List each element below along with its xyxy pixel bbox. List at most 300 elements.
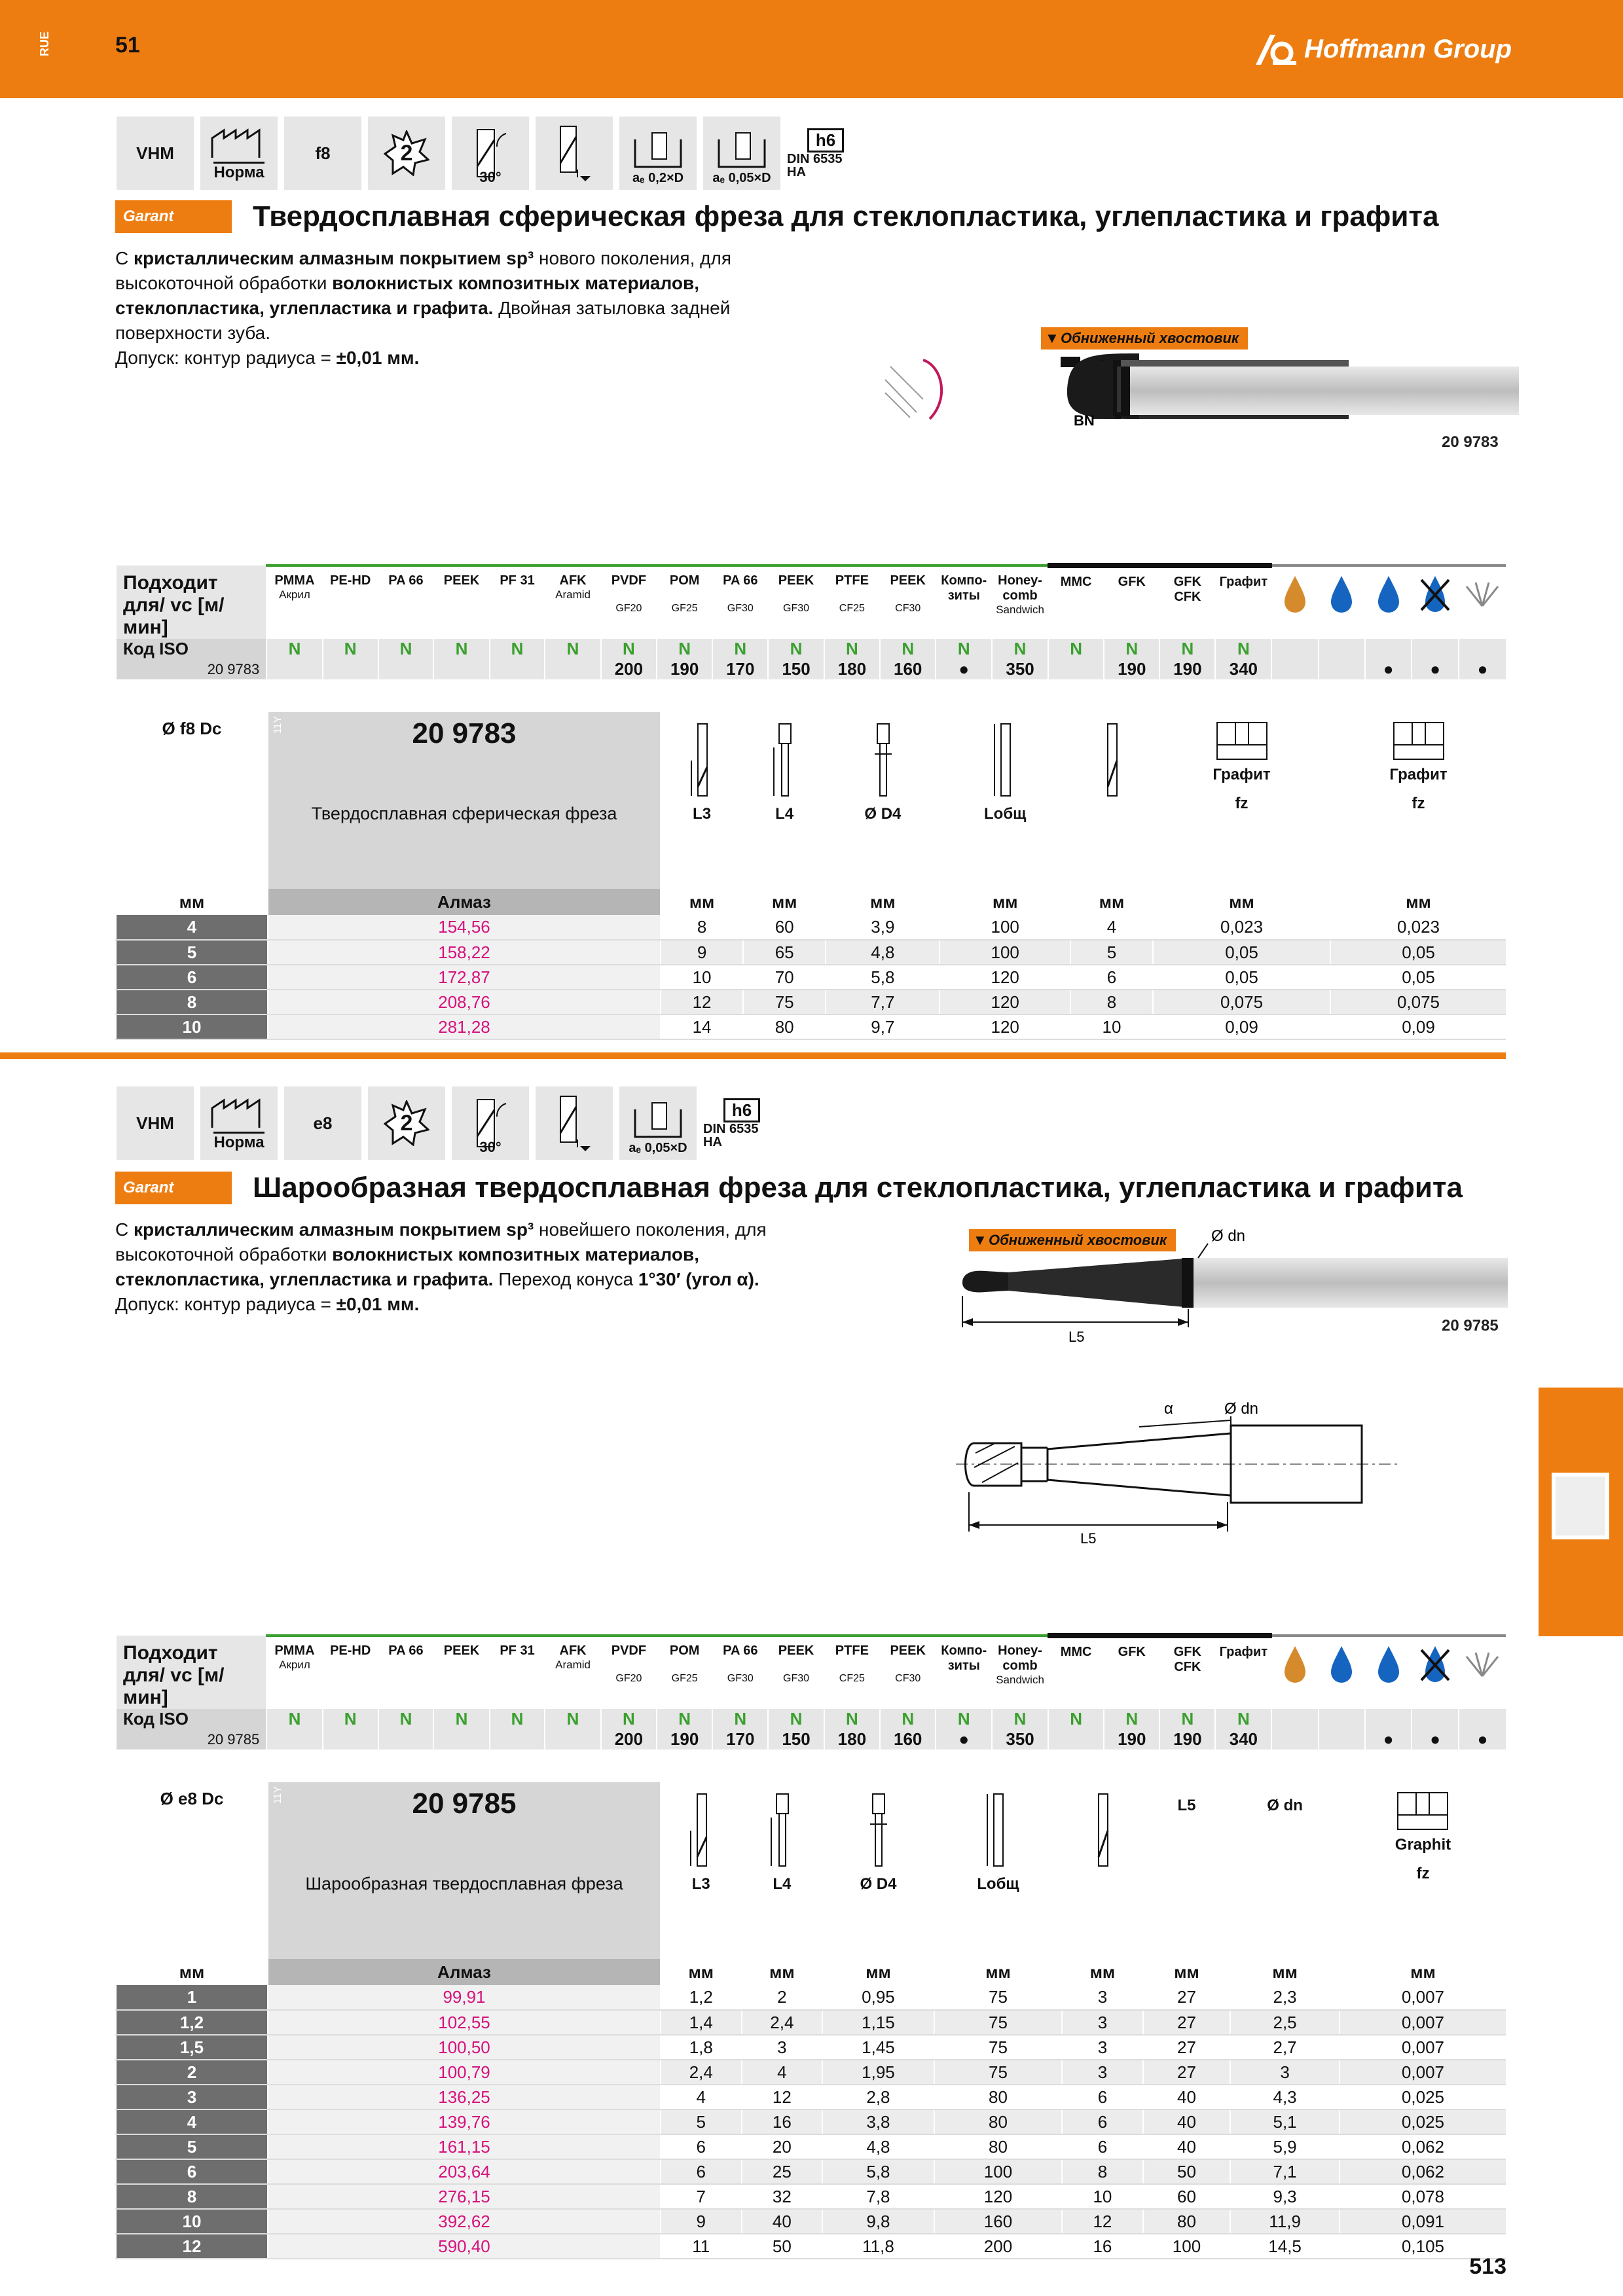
shank-std: DIN 6535 HA [703, 1121, 759, 1149]
param-value: 3 [1062, 2010, 1143, 2035]
param-value: 0,007 [1340, 2060, 1506, 2085]
param-label: L4 [775, 805, 794, 823]
material-col [1104, 565, 1159, 639]
unit: мм [661, 1959, 742, 1985]
table-row[interactable] [116, 965, 1506, 990]
param-value: 5,8 [826, 965, 939, 990]
tolerance-label: Допуск: контур радиуса = [115, 1294, 337, 1314]
diameter-header: Ø f8 Dc [116, 712, 268, 889]
unit: мм [1143, 1959, 1231, 1985]
brand-name: Hoffmann Group [1304, 34, 1512, 63]
pictogram-text [284, 1086, 361, 1160]
table-row[interactable] [116, 2234, 1506, 2259]
material-name: Honey- comb [998, 573, 1042, 603]
param-symbol [1063, 1782, 1142, 1875]
diameter-value: 3 [116, 2085, 268, 2109]
pictogram-helix-icon [452, 1086, 529, 1160]
section1-title: Твердосплавная сферическая фреза для стеклопластика, углепластика и графита [253, 200, 1439, 232]
cutting-speed [323, 1729, 378, 1749]
param-value: 11,9 [1230, 2209, 1340, 2234]
price-value[interactable]: 208,76 [268, 990, 661, 1014]
pictogram-label: e8 [313, 1113, 333, 1133]
iso-code: N [545, 1709, 600, 1729]
material-name: PA 66 [388, 573, 424, 588]
param-value: 1,15 [822, 2010, 934, 2035]
bn-label: BN [1074, 412, 1095, 429]
material-col [712, 1636, 768, 1709]
material-name: PE-HD [330, 1643, 371, 1658]
material-col [768, 565, 824, 639]
material-col [1048, 565, 1104, 639]
material-col [880, 565, 936, 639]
param-value: 0,078 [1340, 2184, 1506, 2209]
pictogram-shank-icon [703, 1086, 780, 1160]
diameter-value: 1,5 [116, 2035, 268, 2060]
section2-description [115, 1217, 783, 1317]
param-column-header [1070, 712, 1153, 889]
diameter-value: 5 [116, 2134, 268, 2159]
table-header-row [116, 1782, 1506, 1959]
param-value: 2,7 [1230, 2035, 1340, 2060]
param-value: 0,05 [1153, 940, 1330, 965]
price-value[interactable]: 102,55 [268, 2010, 661, 2035]
param-value: 65 [743, 940, 826, 965]
material-sub: GF30 [727, 603, 754, 614]
unit: мм [116, 1959, 268, 1985]
cutting-speed [545, 659, 600, 679]
material-name: POM [669, 1643, 700, 1658]
param-value: 27 [1143, 2035, 1231, 2060]
article-ref: 20 9783 [116, 659, 266, 679]
iso-code: N [936, 639, 992, 659]
material-name: PVDF [611, 573, 647, 588]
shank-tol: h6 [723, 1098, 760, 1122]
param-value: 8 [1062, 2159, 1143, 2184]
param-value: 10 [1062, 2184, 1143, 2209]
coolant-mark [1271, 659, 1318, 679]
param-value: 27 [1143, 2010, 1231, 2035]
param-value: 80 [934, 2134, 1062, 2159]
unit: мм [826, 889, 939, 915]
param-value: 4,8 [826, 940, 939, 965]
desc-text: новейшего поколения, для высокоточной обработки [115, 1219, 767, 1265]
param-value: 5 [661, 2109, 742, 2134]
param-value: 0,105 [1340, 2234, 1506, 2259]
profile-icon [712, 130, 771, 176]
param-value: 0,025 [1340, 2085, 1506, 2109]
diameter-value: 6 [116, 2159, 268, 2184]
param-value: 4,8 [822, 2134, 934, 2159]
unit: мм [742, 1959, 823, 1985]
material-sub: Sandwich [996, 1674, 1044, 1686]
material-name: GFK CFK [1173, 575, 1201, 604]
price-value[interactable]: 100,50 [268, 2035, 661, 2060]
norm-icon [210, 125, 268, 162]
param-value: 1,45 [822, 2035, 934, 2060]
article-header [268, 712, 661, 889]
param-value: 2,3 [1230, 1985, 1340, 2010]
iso-code: N [824, 1709, 880, 1729]
param-value: 40 [742, 2209, 823, 2234]
unit: мм [743, 889, 826, 915]
unit: мм [822, 1959, 934, 1985]
param-value: 3 [1062, 2060, 1143, 2085]
diameter-value: 8 [116, 2184, 268, 2209]
no-coolant-icon [1412, 565, 1459, 639]
param-label: Graphit [1395, 1836, 1451, 1854]
param-value: 12 [661, 990, 743, 1014]
material-col [880, 1636, 936, 1709]
param-value: 120 [939, 990, 1070, 1014]
param-value: 32 [742, 2184, 823, 2209]
iso-code: N [266, 1709, 323, 1729]
section2-pictograms [117, 1086, 780, 1160]
param-column-header [1153, 712, 1330, 889]
alpha-label: α [1164, 1400, 1173, 1418]
param-value: 14 [661, 1014, 743, 1039]
pictogram-label: VHM [136, 1113, 174, 1133]
unit: мм [1230, 1959, 1340, 1985]
param-value: 75 [934, 2010, 1062, 2035]
price-value[interactable]: 100,79 [268, 2060, 661, 2085]
unit: мм [1330, 889, 1506, 915]
param-value: 4 [661, 2085, 742, 2109]
price-value[interactable]: 276,15 [268, 2184, 661, 2209]
reduced-shank-label [1041, 327, 1248, 350]
pictogram-plunge-icon [536, 117, 613, 190]
material-name: Графит [1219, 1645, 1268, 1659]
shank-label-text: Обниженный хвостовик [1061, 330, 1239, 346]
param-value: 7 [661, 2184, 742, 2209]
brand-logo [1253, 26, 1512, 72]
param-symbol [1154, 712, 1330, 813]
diameter-value: 8 [116, 990, 268, 1014]
iso-empty [1459, 639, 1506, 659]
material-col [433, 1636, 489, 1709]
material-name: PA 66 [388, 1643, 424, 1658]
diameter-value: 4 [116, 2109, 268, 2134]
coolant-mark: ● [1412, 659, 1459, 679]
material-sub: GF20 [615, 603, 642, 614]
cutting-speed: ● [936, 659, 992, 679]
iso-label: Код ISO [116, 639, 266, 659]
iso-code: N [545, 639, 600, 659]
param-value: 10 [1070, 1014, 1153, 1039]
dry-icon [1271, 1636, 1318, 1709]
dimension-table-209783 [115, 712, 1506, 1040]
param-value: 14,5 [1230, 2234, 1340, 2259]
param-value: 27 [1143, 1985, 1231, 2010]
material-name: PEEK [443, 1643, 480, 1658]
iso-code: N [1104, 639, 1159, 659]
param-value: 200 [934, 2234, 1062, 2259]
iso-empty [1459, 1709, 1506, 1729]
param-value: 5 [1070, 940, 1153, 965]
price-value[interactable]: 203,64 [268, 2159, 661, 2184]
cutting-speed [490, 659, 545, 679]
iso-row [116, 1709, 1506, 1729]
desc-text: С [115, 1219, 134, 1240]
iso-code: N [1104, 1709, 1159, 1729]
pictogram-flutes-icon [368, 1086, 445, 1160]
dn-label: Ø dn [1224, 1400, 1259, 1418]
table-row[interactable] [116, 1014, 1506, 1039]
cutting-speed [378, 659, 434, 679]
material-sub: Sandwich [996, 603, 1044, 616]
param-value: 4,3 [1230, 2085, 1340, 2109]
param-column-header [934, 1782, 1062, 1959]
cutting-speed: 340 [1215, 1729, 1271, 1749]
table-row[interactable] [116, 2085, 1506, 2109]
iso-code: N [601, 1709, 657, 1729]
table-row[interactable] [116, 2159, 1506, 2184]
desc-text: нового поколения, для высокоточной обработки [115, 248, 731, 293]
cutting-speed-row [116, 659, 1506, 679]
table-row[interactable] [116, 2109, 1506, 2134]
material-sub: GF30 [783, 1673, 810, 1684]
param-column-header [1143, 1782, 1231, 1959]
pictogram-norm-icon [200, 1086, 278, 1160]
param-symbol [1340, 1782, 1506, 1883]
iso-code: N [601, 639, 657, 659]
material-name: PF 31 [500, 1643, 535, 1658]
iso-label: Код ISO [116, 1709, 266, 1729]
param-label: Ø D4 [860, 1875, 897, 1893]
param-value: 120 [934, 2184, 1062, 2209]
iso-row [116, 639, 1506, 659]
param-column-header [1230, 1782, 1340, 1959]
pictogram-text [117, 117, 194, 190]
cutting-speed: 150 [768, 1729, 824, 1749]
param-value: 9,8 [822, 2209, 934, 2234]
garant-logo [115, 1172, 232, 1204]
param-label: L3 [693, 805, 712, 823]
iso-code: N [657, 1709, 712, 1729]
param-value: 0,075 [1330, 990, 1506, 1014]
iso-code: N [880, 639, 936, 659]
param-symbol [661, 1782, 741, 1893]
pictogram-norm-icon [200, 117, 278, 190]
param-value: 0,007 [1340, 2035, 1506, 2060]
diameter-value: 1,2 [116, 2010, 268, 2035]
desc-text: Переход конуса [493, 1269, 638, 1289]
iso-code: N [768, 1709, 824, 1729]
price-value[interactable]: 281,28 [268, 1014, 661, 1039]
param-value: 160 [934, 2209, 1062, 2234]
price-value[interactable]: 172,87 [268, 965, 661, 990]
param-symbol [823, 1782, 934, 1893]
iso-code: N [1048, 639, 1104, 659]
param-value: 0,091 [1340, 2209, 1506, 2234]
table-row[interactable] [116, 2010, 1506, 2035]
unit: мм [1340, 1959, 1506, 1985]
iso-code: N [712, 639, 768, 659]
reduced-shank-label [969, 1229, 1176, 1251]
desc-bold: волокнистых композитных материалов, стеклопластика, углепластика и графита. [115, 273, 699, 318]
diameter-value: 1 [116, 1985, 268, 2010]
garant-label: Garant [123, 207, 174, 225]
param-value: 120 [939, 1014, 1070, 1039]
iso-code: N [323, 639, 378, 659]
param-column-header [939, 712, 1070, 889]
no-coolant-icon [1412, 1636, 1459, 1709]
param-value: 6 [661, 2159, 742, 2184]
unit: мм [1062, 1959, 1143, 1985]
unit: мм [934, 1959, 1062, 1985]
param-value: 3,8 [822, 2109, 934, 2134]
cutting-speed: 170 [712, 659, 768, 679]
iso-code: N [1159, 639, 1215, 659]
material-name: PEEK [443, 573, 480, 588]
pictogram-helix-icon [452, 117, 529, 190]
material-name: PA 66 [723, 573, 758, 588]
pictogram-slot-icon [619, 117, 697, 190]
material-col [657, 565, 712, 639]
table-row[interactable] [116, 1985, 1506, 2010]
iso-code: N [323, 1709, 378, 1729]
param-value: 40 [1143, 2134, 1231, 2159]
coating-code: 11Y [272, 716, 283, 734]
param-value: 0,023 [1330, 915, 1506, 940]
param-column-header [1340, 1782, 1506, 1959]
article-number: 20 9783 [412, 717, 517, 749]
price-value[interactable]: 99,91 [268, 1985, 661, 2010]
cutting-speed: 190 [657, 1729, 712, 1749]
table-row[interactable] [116, 940, 1506, 965]
param-value: 1,8 [661, 2035, 742, 2060]
table-row[interactable] [116, 2060, 1506, 2085]
param-value: 27 [1143, 2060, 1231, 2085]
material-name: PF 31 [500, 573, 535, 588]
iso-code: N [266, 639, 323, 659]
iso-code: N [657, 639, 712, 659]
param-sublabel: fz [1235, 795, 1249, 812]
cutting-speed [433, 1729, 489, 1749]
diameter-value: 10 [116, 2209, 268, 2234]
table-row[interactable] [116, 915, 1506, 940]
param-symbol [661, 712, 742, 823]
param-column-header [661, 1782, 742, 1959]
param-label: L4 [773, 1875, 792, 1893]
param-value: 40 [1143, 2085, 1231, 2109]
material-sub: Акрил [279, 1659, 310, 1671]
article-ref: 20 9785 [116, 1729, 266, 1749]
pictogram-profile-icon [619, 1086, 697, 1160]
param-value: 75 [934, 2035, 1062, 2060]
article-number: 20 9785 [412, 1787, 517, 1820]
param-value: 6 [1062, 2085, 1143, 2109]
iso-code: N [824, 639, 880, 659]
material-col [657, 1636, 712, 1709]
material-name: PE-HD [330, 573, 371, 588]
param-column-header [822, 1782, 934, 1959]
param-value: 0,075 [1153, 990, 1330, 1014]
arrow-down-icon: ▼ [973, 1232, 987, 1248]
material-col [992, 565, 1048, 639]
param-value: 50 [742, 2234, 823, 2259]
material-name: PTFE [835, 573, 869, 588]
param-column-header [742, 1782, 823, 1959]
param-label: Lобщ [984, 805, 1027, 823]
material-col [266, 565, 323, 639]
price-value[interactable]: 590,40 [268, 2234, 661, 2259]
iso-empty [1412, 1709, 1459, 1729]
engagement-label: aₑ 0,05×D [629, 1141, 687, 1155]
table-row[interactable] [116, 2134, 1506, 2159]
pictogram-text [117, 1086, 194, 1160]
param-value: 0,05 [1330, 965, 1506, 990]
coating-label: Алмаз [268, 1959, 661, 1985]
price-value[interactable]: 158,22 [268, 940, 661, 965]
norm-icon [210, 1095, 268, 1132]
material-col [712, 565, 768, 639]
material-name: PEEK [778, 1643, 814, 1658]
iso-code: N [490, 639, 545, 659]
pictogram-label: f8 [315, 143, 331, 163]
price-value[interactable]: 154,56 [268, 915, 661, 940]
cutting-speed: 190 [657, 659, 712, 679]
param-symbol [1231, 1782, 1339, 1815]
param-value: 80 [1143, 2209, 1231, 2234]
param-value: 6 [1070, 965, 1153, 990]
material-col [1159, 565, 1215, 639]
material-col [936, 1636, 992, 1709]
param-value: 4 [1070, 915, 1153, 940]
iso-empty [1271, 639, 1318, 659]
param-value: 10 [661, 965, 743, 990]
table-header-row [116, 712, 1506, 889]
units-row [116, 1959, 1506, 1985]
price-value[interactable]: 136,25 [268, 2085, 661, 2109]
iso-code: N [992, 639, 1048, 659]
table-row[interactable] [116, 2209, 1506, 2234]
tolerance-label: Допуск: контур радиуса = [115, 348, 337, 368]
param-value: 5,8 [822, 2159, 934, 2184]
material-name: AFK [559, 1643, 587, 1658]
table-row[interactable] [116, 2184, 1506, 2209]
material-col [433, 565, 489, 639]
cutting-speed [378, 1729, 434, 1749]
pictogram-label: VHM [136, 143, 174, 163]
diameter-value: 6 [116, 965, 268, 990]
plunge-icon [551, 1094, 597, 1153]
article-number-1: 20 9783 [1442, 433, 1499, 451]
page-number: 513 [1469, 2254, 1506, 2279]
material-sub: Aramid [555, 1659, 591, 1671]
price-value[interactable]: 392,62 [268, 2209, 661, 2234]
param-value: 7,8 [822, 2184, 934, 2209]
table-row[interactable] [116, 990, 1506, 1014]
param-value: 3,9 [826, 915, 939, 940]
table-row[interactable] [116, 2035, 1506, 2060]
price-value[interactable]: 161,15 [268, 2134, 661, 2159]
param-value: 0,025 [1340, 2109, 1506, 2134]
section2-title: Шарообразная твердосплавная фреза для стеклопластика, углепластика и графита [253, 1172, 1463, 1204]
norm-label: Норма [213, 1132, 264, 1152]
material-col [1215, 565, 1271, 639]
param-value: 3 [1230, 2060, 1340, 2085]
param-value: 100 [1143, 2234, 1231, 2259]
emulsion-icon [1319, 565, 1365, 639]
cutting-speed [266, 659, 323, 679]
material-name: PMMA [274, 573, 315, 588]
param-value: 0,05 [1330, 940, 1506, 965]
price-value[interactable]: 139,76 [268, 2109, 661, 2134]
diameter-value: 12 [116, 2234, 268, 2259]
pictogram-text [284, 117, 361, 190]
material-name: PEEK [890, 1643, 926, 1658]
coolant-mark: ● [1412, 1729, 1459, 1749]
